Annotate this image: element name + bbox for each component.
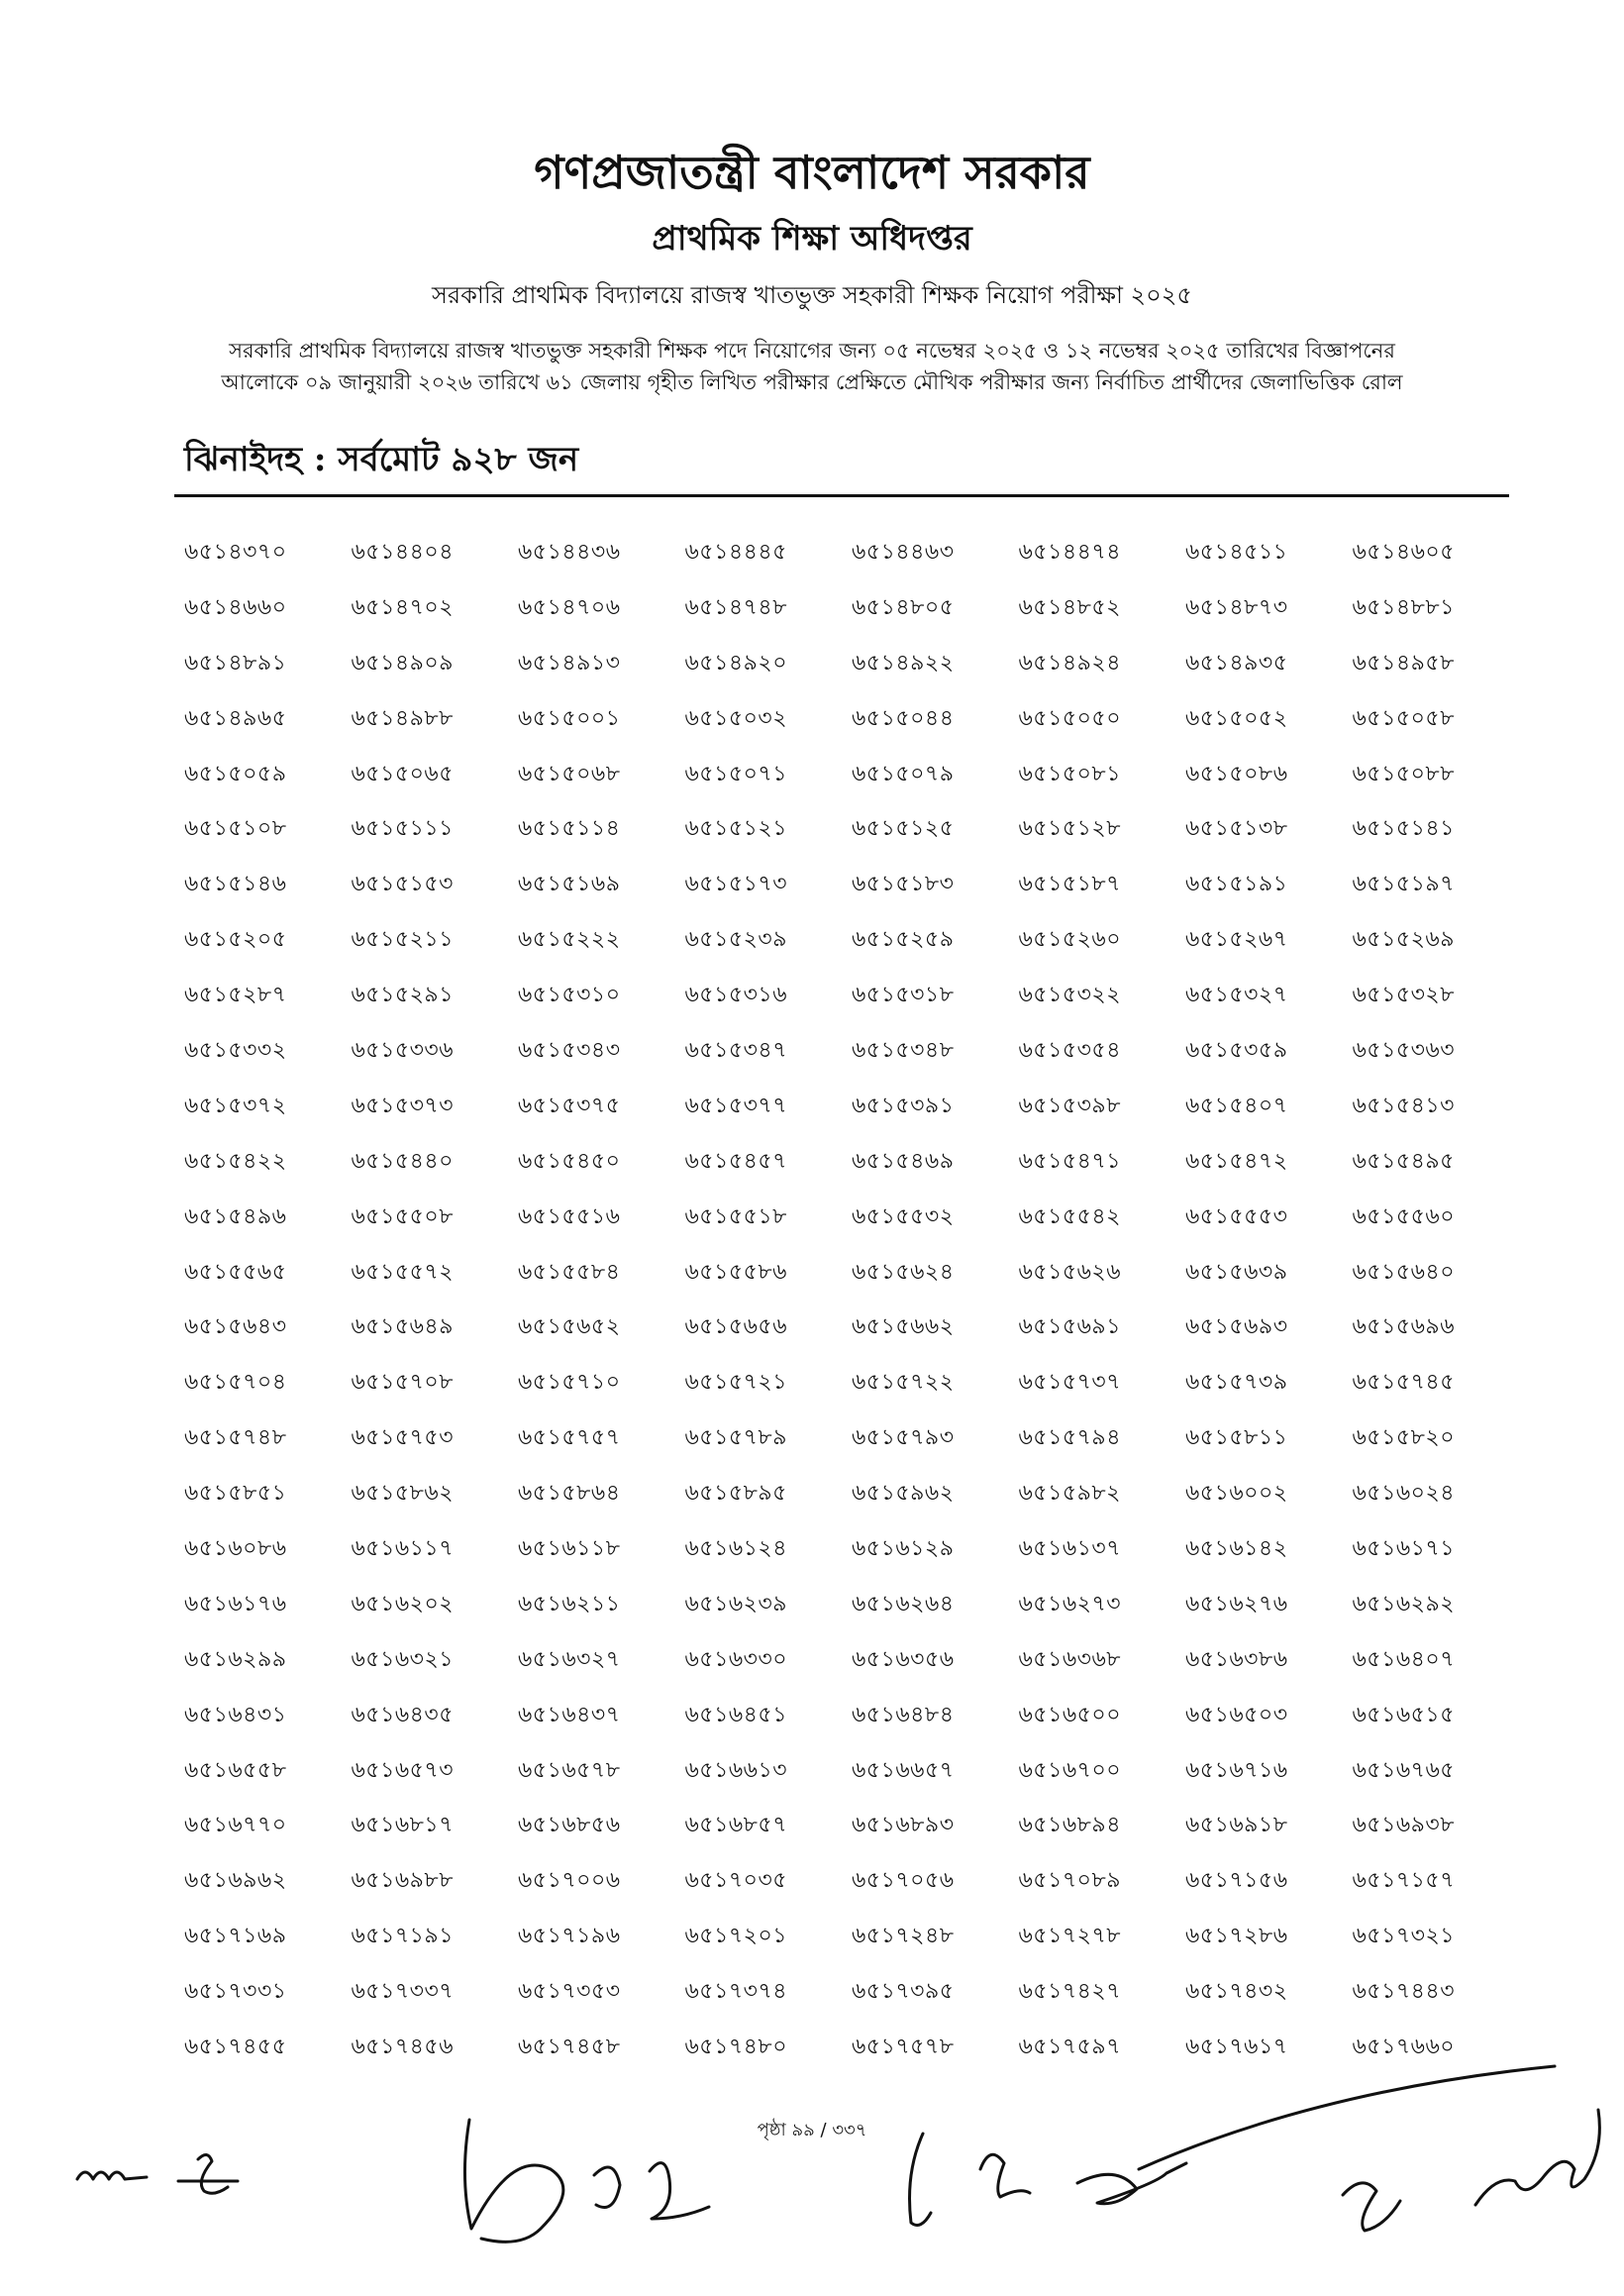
roll-number: ৬৫১৪৯১৩ [518, 650, 621, 676]
roll-number: ৬৫১৫৫৬০ [1352, 1203, 1456, 1229]
roll-number: ৬৫১৫৮৬৪ [518, 1481, 621, 1507]
roll-number: ৬৫১৬৪৩৫ [351, 1702, 455, 1727]
roll-number: ৬৫১৬৫৭৮ [518, 1757, 621, 1783]
roll-number: ৬৫১৫১৩৮ [1185, 816, 1288, 842]
roll-number: ৬৫১৬৩২৭ [518, 1646, 621, 1672]
roll-number: ৬৫১৭১৬৯ [184, 1924, 287, 1949]
roll-number: ৬৫১৫০৭১ [684, 761, 788, 786]
roll-number: ৬৫১৭১৯১ [351, 1924, 454, 1949]
roll-number: ৬৫১৫১১৪ [518, 816, 621, 842]
exam-title: সরকারি প্রাথমিক বিদ্যালয়ে রাজস্ব খাতভুক্ত সহকারী শিক্ষক নিয়োগ পরীক্ষা ২০২৫ [432, 281, 1192, 309]
roll-number: ৬৫১৭৩৩১ [184, 1979, 287, 2005]
roll-number: ৬৫১৫৭০৮ [351, 1370, 455, 1396]
roll-number: ৬৫১৪৮৭৩ [1185, 594, 1288, 620]
roll-number: ৬৫১৭৪৫৫ [184, 2035, 287, 2060]
roll-number: ৬৫১৫৪১৩ [1352, 1093, 1455, 1118]
roll-number: ৬৫১৫৬৯১ [1018, 1314, 1121, 1340]
roll-number: ৬৫১৭৪৫৮ [518, 2035, 621, 2060]
notice-text [0, 335, 1624, 398]
roll-number: ৬৫১৬৫০৩ [1185, 1702, 1288, 1727]
roll-number: ৬৫১৫৭৯৪ [1018, 1425, 1121, 1451]
roll-number: ৬৫১৭৫৭৮ [852, 2035, 955, 2060]
heading-divider [174, 494, 1509, 497]
roll-number: ৬৫১৫৪২২ [184, 1148, 287, 1174]
roll-number: ৬৫১৬৪৫১ [684, 1702, 787, 1727]
roll-number: ৬৫১৪৮০৫ [852, 594, 955, 620]
roll-number: ৬৫১৫০৪৪ [852, 705, 955, 731]
roll-number: ৬৫১৫৩১৬ [684, 983, 788, 1008]
district-heading: ঝিনাইদহ : সর্বমোট ৯২৮ জন [184, 440, 579, 479]
roll-number: ৬৫১৬১৭১ [1352, 1536, 1456, 1562]
roll-number: ৬৫১৭০৩৫ [684, 1868, 788, 1894]
roll-number: ৬৫১৬২৩৯ [684, 1591, 788, 1617]
roll-number-grid [184, 541, 1521, 2091]
roll-number: ৬৫১৫০৫৯ [184, 761, 287, 786]
roll-number: ৬৫১৫৫৩২ [852, 1203, 955, 1229]
roll-number: ৬৫১৬৩৮৬ [1185, 1646, 1288, 1672]
roll-number: ৬৫১৫৩৭৫ [518, 1093, 621, 1118]
roll-number: ৬৫১৫১২৮ [1018, 816, 1121, 842]
roll-number: ৬৫১৫০৬৮ [518, 761, 621, 786]
roll-number: ৬৫১৭৪২৭ [1018, 1979, 1122, 2005]
roll-number: ৬৫১৬২১১ [518, 1591, 621, 1617]
roll-number: ৬৫১৬১১৮ [518, 1536, 621, 1562]
roll-number: ৬৫১৫৬৪৯ [351, 1314, 454, 1340]
roll-number: ৬৫১৫৩২৭ [1185, 983, 1288, 1008]
roll-number: ৬৫১৫৭৩৭ [1018, 1370, 1122, 1396]
roll-number: ৬৫১৭৩৩৭ [351, 1979, 455, 2005]
roll-number: ৬৫১৪৯২২ [852, 650, 955, 676]
roll-number: ৬৫১৬১৪২ [1185, 1536, 1288, 1562]
roll-number: ৬৫১৫৪৬৯ [852, 1148, 955, 1174]
roll-number: ৬৫১৬৯৬২ [184, 1868, 287, 1894]
roll-number: ৬৫১৬৫০০ [1018, 1702, 1122, 1727]
roll-number: ৬৫১৫২৬০ [1018, 927, 1122, 953]
roll-number: ৬৫১৭০০৬ [518, 1868, 621, 1894]
roll-number: ৬৫১৪৪০৪ [351, 540, 454, 565]
roll-number: ৬৫১৭১৫৬ [1185, 1868, 1288, 1894]
roll-number: ৬৫১৫৩২২ [1018, 983, 1122, 1008]
roll-number: ৬৫১৬৪৩১ [184, 1702, 287, 1727]
roll-number: ৬৫১৫৪০৭ [1185, 1093, 1288, 1118]
roll-number: ৬৫১৭২৭৮ [1018, 1924, 1122, 1949]
roll-number: ৬৫১৫৮২০ [1352, 1425, 1456, 1451]
roll-number: ৬৫১৪৯২০ [684, 650, 788, 676]
roll-number: ৬৫১৫৫৬৫ [184, 1259, 287, 1285]
roll-number: ৬৫১৬৩২১ [351, 1646, 455, 1672]
roll-number: ৬৫১৪৭০২ [351, 594, 455, 620]
roll-number: ৬৫১৫৩৭২ [184, 1093, 287, 1118]
roll-number: ৬৫১৬৪০৭ [1352, 1646, 1456, 1672]
roll-number: ৬৫১৭৩৭৪ [684, 1979, 788, 2005]
roll-number: ৬৫১৬৭০০ [1018, 1757, 1122, 1783]
roll-number: ৬৫১৫২৩৯ [684, 927, 788, 953]
roll-number: ৬৫১৬৩৫৬ [852, 1646, 955, 1672]
roll-number: ৬৫১৫৯৬২ [852, 1481, 955, 1507]
roll-number: ৬৫১৬২৭৩ [1018, 1591, 1122, 1617]
roll-number: ৬৫১৫৬৫২ [518, 1314, 621, 1340]
roll-number: ৬৫১৭০৫৬ [852, 1868, 955, 1894]
roll-number: ৬৫১৬০০২ [1185, 1481, 1288, 1507]
roll-number: ৬৫১৫৭২২ [852, 1370, 955, 1396]
roll-number: ৬৫১৫৩৭৭ [684, 1093, 788, 1118]
roll-number: ৬৫১৪৬৬০ [184, 594, 287, 620]
roll-number: ৬৫১৭২৪৮ [852, 1924, 955, 1949]
roll-number: ৬৫১৬২৯২ [1352, 1591, 1456, 1617]
roll-number: ৬৫১৫৭৯৩ [852, 1425, 955, 1451]
roll-number: ৬৫১৫৭৮৯ [684, 1425, 787, 1451]
roll-number: ৬৫১৫৬৫৬ [684, 1314, 788, 1340]
roll-number: ৬৫১৭৩২১ [1352, 1924, 1456, 1949]
roll-number: ৬৫১৪৩৭০ [184, 540, 287, 565]
roll-number: ৬৫১৫৪৫০ [518, 1148, 621, 1174]
roll-number: ৬৫১৫০৬৫ [351, 761, 455, 786]
roll-number: ৬৫১৭৪৫৬ [351, 2035, 455, 2060]
roll-number: ৬৫১৫৬৯৬ [1352, 1314, 1456, 1340]
signature-1 [77, 2172, 147, 2179]
roll-number: ৬৫১৫১২৫ [852, 816, 955, 842]
roll-number: ৬৫১৫৩৯৮ [1018, 1093, 1121, 1118]
roll-number: ৬৫১৪৪৩৬ [518, 540, 621, 565]
roll-number: ৬৫১৫১৪৬ [184, 872, 287, 897]
roll-number: ৬৫১৬২০২ [351, 1591, 455, 1617]
roll-number: ৬৫১৫৭৪৫ [1352, 1370, 1455, 1396]
roll-number: ৬৫১৬৯৮৮ [351, 1868, 454, 1894]
roll-number: ৬৫১৬৫৫৮ [184, 1757, 287, 1783]
roll-number: ৬৫১৫৮৬২ [351, 1481, 455, 1507]
roll-number: ৬৫১৫৪৪০ [351, 1148, 454, 1174]
roll-number: ৬৫১৬৬৫৭ [852, 1757, 955, 1783]
roll-number: ৬৫১৬৩৩০ [684, 1646, 788, 1672]
roll-number: ৬৫১৬৯১৮ [1185, 1813, 1288, 1838]
roll-number: ৬৫১৬৫১৫ [1352, 1702, 1455, 1727]
roll-number: ৬৫১৫২৬৯ [1352, 927, 1456, 953]
notice-line-2: আলোকে ০৯ জানুয়ারী ২০২৬ তারিখে ৬১ জেলায় গৃহীত লিখিত পরীক্ষার প্রেক্ষিতে মৌখিক পরীক্ষার জন্য নির্বাচিত প্রার্থীদের জেলাভিত্তিক রোল [221, 370, 1403, 394]
roll-number: ৬৫১৫৭০৪ [184, 1370, 287, 1396]
roll-number: ৬৫১৫১৫৩ [351, 872, 454, 897]
roll-number: ৬৫১৬৮৫৬ [518, 1813, 621, 1838]
roll-number: ৬৫১৫৫৪২ [1018, 1203, 1121, 1229]
roll-number: ৬৫১৫২৮৭ [184, 983, 287, 1008]
roll-number: ৬৫১৫৬৯৩ [1185, 1314, 1288, 1340]
roll-number: ৬৫১৫৬৩৯ [1185, 1259, 1288, 1285]
roll-number: ৬৫১৪৮৫২ [1018, 594, 1121, 620]
roll-number: ৬৫১৫৩৪৭ [684, 1038, 788, 1064]
roll-number: ৬৫১৫২৯১ [351, 983, 454, 1008]
roll-number: ৬৫১৭২০১ [684, 1924, 788, 1949]
roll-number: ৬৫১৬১২৯ [852, 1536, 955, 1562]
roll-number: ৬৫১৪৮৯১ [184, 650, 287, 676]
roll-number: ৬৫১৬৫৭৩ [351, 1757, 455, 1783]
roll-number: ৬৫১৪৯০৯ [351, 650, 454, 676]
roll-number: ৬৫১৫০০১ [518, 705, 621, 731]
roll-number: ৬৫১৫২১১ [351, 927, 454, 953]
signature-5 [1077, 2066, 1555, 2204]
roll-number: ৬৫১৫৮৫১ [184, 1481, 287, 1507]
roll-number: ৬৫১৪৮৮১ [1352, 594, 1455, 620]
government-title: গণপ্রজাতন্ত্রী বাংলাদেশ সরকার [534, 146, 1090, 199]
roll-number: ৬৫১৪৯৫৮ [1352, 650, 1455, 676]
roll-number: ৬৫১৬১২৪ [684, 1536, 788, 1562]
roll-number: ৬৫১৫৩২৮ [1352, 983, 1456, 1008]
roll-number: ৬৫১৫০৫০ [1018, 705, 1122, 731]
roll-number: ৬৫১৪৯৮৮ [351, 705, 454, 731]
roll-number: ৬৫১৭৪৪৩ [1352, 1979, 1456, 2005]
signature-2 [178, 2154, 238, 2193]
roll-number: ৬৫১৫২২২ [518, 927, 621, 953]
roll-number: ৬৫১৭৬৬০ [1352, 2035, 1456, 2060]
roll-number: ৬৫১৫৩১৮ [852, 983, 955, 1008]
roll-number: ৬৫১৭৪৩২ [1185, 1979, 1288, 2005]
roll-number: ৬৫১৭৪৮০ [684, 2035, 788, 2060]
roll-number: ৬৫১৫৩৭৩ [351, 1093, 455, 1118]
roll-number: ৬৫১৫৭২১ [684, 1370, 788, 1396]
roll-number: ৬৫১৫০৭৯ [852, 761, 955, 786]
roll-number: ৬৫১৬৮১৭ [351, 1813, 455, 1838]
roll-number: ৬৫১৫৩৪৩ [518, 1038, 621, 1064]
roll-number: ৬৫১৫৪৯৬ [184, 1203, 287, 1229]
roll-number: ৬৫১৭১৫৭ [1352, 1868, 1456, 1894]
roll-number: ৬৫১৫০৮১ [1018, 761, 1121, 786]
roll-number: ৬৫১৭৫৯৭ [1018, 2035, 1122, 2060]
roll-number: ৬৫১৫৭৩৯ [1185, 1370, 1288, 1396]
roll-number: ৬৫১৫০৫৮ [1352, 705, 1455, 731]
roll-number: ৬৫১৪৪৭৪ [1018, 540, 1121, 565]
roll-number: ৬৫১৫১৭৩ [684, 872, 788, 897]
roll-number: ৬৫১৫৪৯৫ [1352, 1148, 1455, 1174]
roll-number: ৬৫১৬৯৩৮ [1352, 1813, 1456, 1838]
roll-number: ৬৫১৫২০৫ [184, 927, 287, 953]
roll-number: ৬৫১৫২৫৯ [852, 927, 955, 953]
roll-number: ৬৫১৫৬৬২ [852, 1314, 955, 1340]
roll-number: ৬৫১৫৩৫৪ [1018, 1038, 1121, 1064]
roll-number: ৬৫১৪৭৪৮ [684, 594, 787, 620]
roll-number: ৬৫১৬২৯৯ [184, 1646, 287, 1672]
roll-number: ৬৫১৫১৯১ [1185, 872, 1288, 897]
roll-number: ৬৫১৫৫৫৩ [1185, 1203, 1288, 1229]
roll-number: ৬৫১৬০২৪ [1352, 1481, 1456, 1507]
roll-number: ৬৫১৫৮১১ [1185, 1425, 1288, 1451]
roll-number: ৬৫১৫৪৫৭ [684, 1148, 787, 1174]
roll-number: ৬৫১৬২৬৪ [852, 1591, 955, 1617]
roll-number: ৬৫১৭৩৫৩ [518, 1979, 621, 2005]
roll-number: ৬৫১৫১৯৭ [1352, 872, 1455, 897]
roll-number: ৬৫১৫৫০৮ [351, 1203, 454, 1229]
roll-number: ৬৫১৫০৩২ [684, 705, 788, 731]
roll-number: ৬৫১৬৭১৬ [1185, 1757, 1288, 1783]
roll-number: ৬৫১৫১২১ [684, 816, 787, 842]
roll-number: ৬৫১৪৪৬৩ [852, 540, 955, 565]
roll-number: ৬৫১৬৮৯৪ [1018, 1813, 1121, 1838]
signature-6 [1343, 2183, 1400, 2231]
roll-number: ৬৫১৭১৯৬ [518, 1924, 621, 1949]
roll-number: ৬৫১৫৭৫৩ [351, 1425, 455, 1451]
roll-number: ৬৫১৫৪৭১ [1018, 1148, 1121, 1174]
signatures [0, 2060, 1624, 2296]
roll-number: ৬৫১৭০৮৯ [1018, 1868, 1122, 1894]
department-title: প্রাথমিক শিক্ষা অধিদপ্তর [652, 219, 972, 259]
roll-number: ৬৫১৬৮৫৭ [684, 1813, 788, 1838]
roll-number: ৬৫১৫৬৪৩ [184, 1314, 287, 1340]
roll-number: ৬৫১৭৩৯৫ [852, 1979, 955, 2005]
roll-number: ৬৫১৫৫১৬ [518, 1203, 621, 1229]
roll-number: ৬৫১৫৬২৬ [1018, 1259, 1122, 1285]
roll-number: ৬৫১৫৫৭২ [351, 1259, 455, 1285]
roll-number: ৬৫১৫০৫২ [1185, 705, 1288, 731]
roll-number: ৬৫১৬১৩৭ [1018, 1536, 1122, 1562]
notice-line-1: সরকারি প্রাথমিক বিদ্যালয়ে রাজস্ব খাতভুক্ত সহকারী শিক্ষক পদে নিয়োগের জন্য ০৫ নভেম্বর ২০২৫ ও ১২ নভেম্বর ২০২৫ তারিখের বিজ্ঞাপনের [229, 339, 1395, 363]
roll-number: ৬৫১৬৮৯৩ [852, 1813, 955, 1838]
roll-number: ৬৫১৫১৮৩ [852, 872, 955, 897]
roll-number: ৬৫১৫৩১০ [518, 983, 621, 1008]
roll-number: ৬৫১৪৬০৫ [1352, 540, 1456, 565]
roll-number: ৬৫১৬৭৬৫ [1352, 1757, 1456, 1783]
signature-7 [1475, 2110, 1599, 2205]
roll-number: ৬৫১৬৬১৩ [684, 1757, 788, 1783]
roll-number: ৬৫১৫৩৩৬ [351, 1038, 455, 1064]
roll-number: ৬৫১৫২৬৭ [1185, 927, 1288, 953]
roll-number: ৬৫১৫৭৪৮ [184, 1425, 287, 1451]
roll-number: ৬৫১৫৩৫৯ [1185, 1038, 1288, 1064]
signature-4 [910, 2134, 1031, 2225]
roll-number: ৬৫১৫৩৩২ [184, 1038, 287, 1064]
roll-number: ৬৫১৫১৬৯ [518, 872, 621, 897]
roll-number: ৬৫১৫৫৮৬ [684, 1259, 787, 1285]
roll-number: ৬৫১৪৭০৬ [518, 594, 621, 620]
roll-number: ৬৫১৫৩৪৮ [852, 1038, 955, 1064]
roll-number: ৬৫১৫৩৬৩ [1352, 1038, 1456, 1064]
roll-number: ৬৫১৫৮৯৫ [684, 1481, 787, 1507]
roll-number: ৬৫১৬৭৭০ [184, 1813, 287, 1838]
roll-number: ৬৫১৫৫৮৪ [518, 1259, 621, 1285]
roll-number: ৬৫১৫৫১৮ [684, 1203, 787, 1229]
roll-number: ৬৫১৫১০৮ [184, 816, 287, 842]
roll-number: ৬৫১৬৪৮৪ [852, 1702, 955, 1727]
roll-number: ৬৫১৫১৪১ [1352, 816, 1455, 842]
roll-number: ৬৫১৫৩৯১ [852, 1093, 955, 1118]
roll-number: ৬৫১৫৯৮২ [1018, 1481, 1121, 1507]
roll-number: ৬৫১৬৩৬৮ [1018, 1646, 1122, 1672]
roll-number: ৬৫১৪৯২৪ [1018, 650, 1121, 676]
roll-number: ৬৫১৬২৭৬ [1185, 1591, 1288, 1617]
signature-3 [464, 2120, 709, 2242]
roll-number: ৬৫১৭৬১৭ [1185, 2035, 1288, 2060]
roll-number: ৬৫১৫০৮৬ [1185, 761, 1288, 786]
roll-number: ৬৫১৬১১৭ [351, 1536, 455, 1562]
roll-number: ৬৫১৫৭১০ [518, 1370, 621, 1396]
roll-number: ৬৫১৪৯৬৫ [184, 705, 287, 731]
roll-number: ৬৫১৬৪৩৭ [518, 1702, 621, 1727]
roll-number: ৬৫১৫৭৫৭ [518, 1425, 621, 1451]
roll-number: ৬৫১৬১৭৬ [184, 1591, 287, 1617]
page-number: পৃষ্ঠা ৯৯ / ৩৩৭ [757, 2120, 867, 2140]
roll-number: ৬৫১৫০৮৮ [1352, 761, 1455, 786]
roll-number: ৬৫১৪৫১১ [1185, 540, 1288, 565]
roll-number: ৬৫১৪৪৪৫ [684, 540, 787, 565]
roll-number: ৬৫১৪৯৩৫ [1185, 650, 1288, 676]
roll-number: ৬৫১৫৪৭২ [1185, 1148, 1288, 1174]
roll-number: ৬৫১৬০৮৬ [184, 1536, 287, 1562]
roll-number: ৬৫১৭২৮৬ [1185, 1924, 1288, 1949]
roll-number: ৬৫১৫৬৪০ [1352, 1259, 1456, 1285]
roll-number: ৬৫১৫১৮৭ [1018, 872, 1121, 897]
roll-number: ৬৫১৫১১১ [351, 816, 454, 842]
roll-number: ৬৫১৫৬২৪ [852, 1259, 955, 1285]
